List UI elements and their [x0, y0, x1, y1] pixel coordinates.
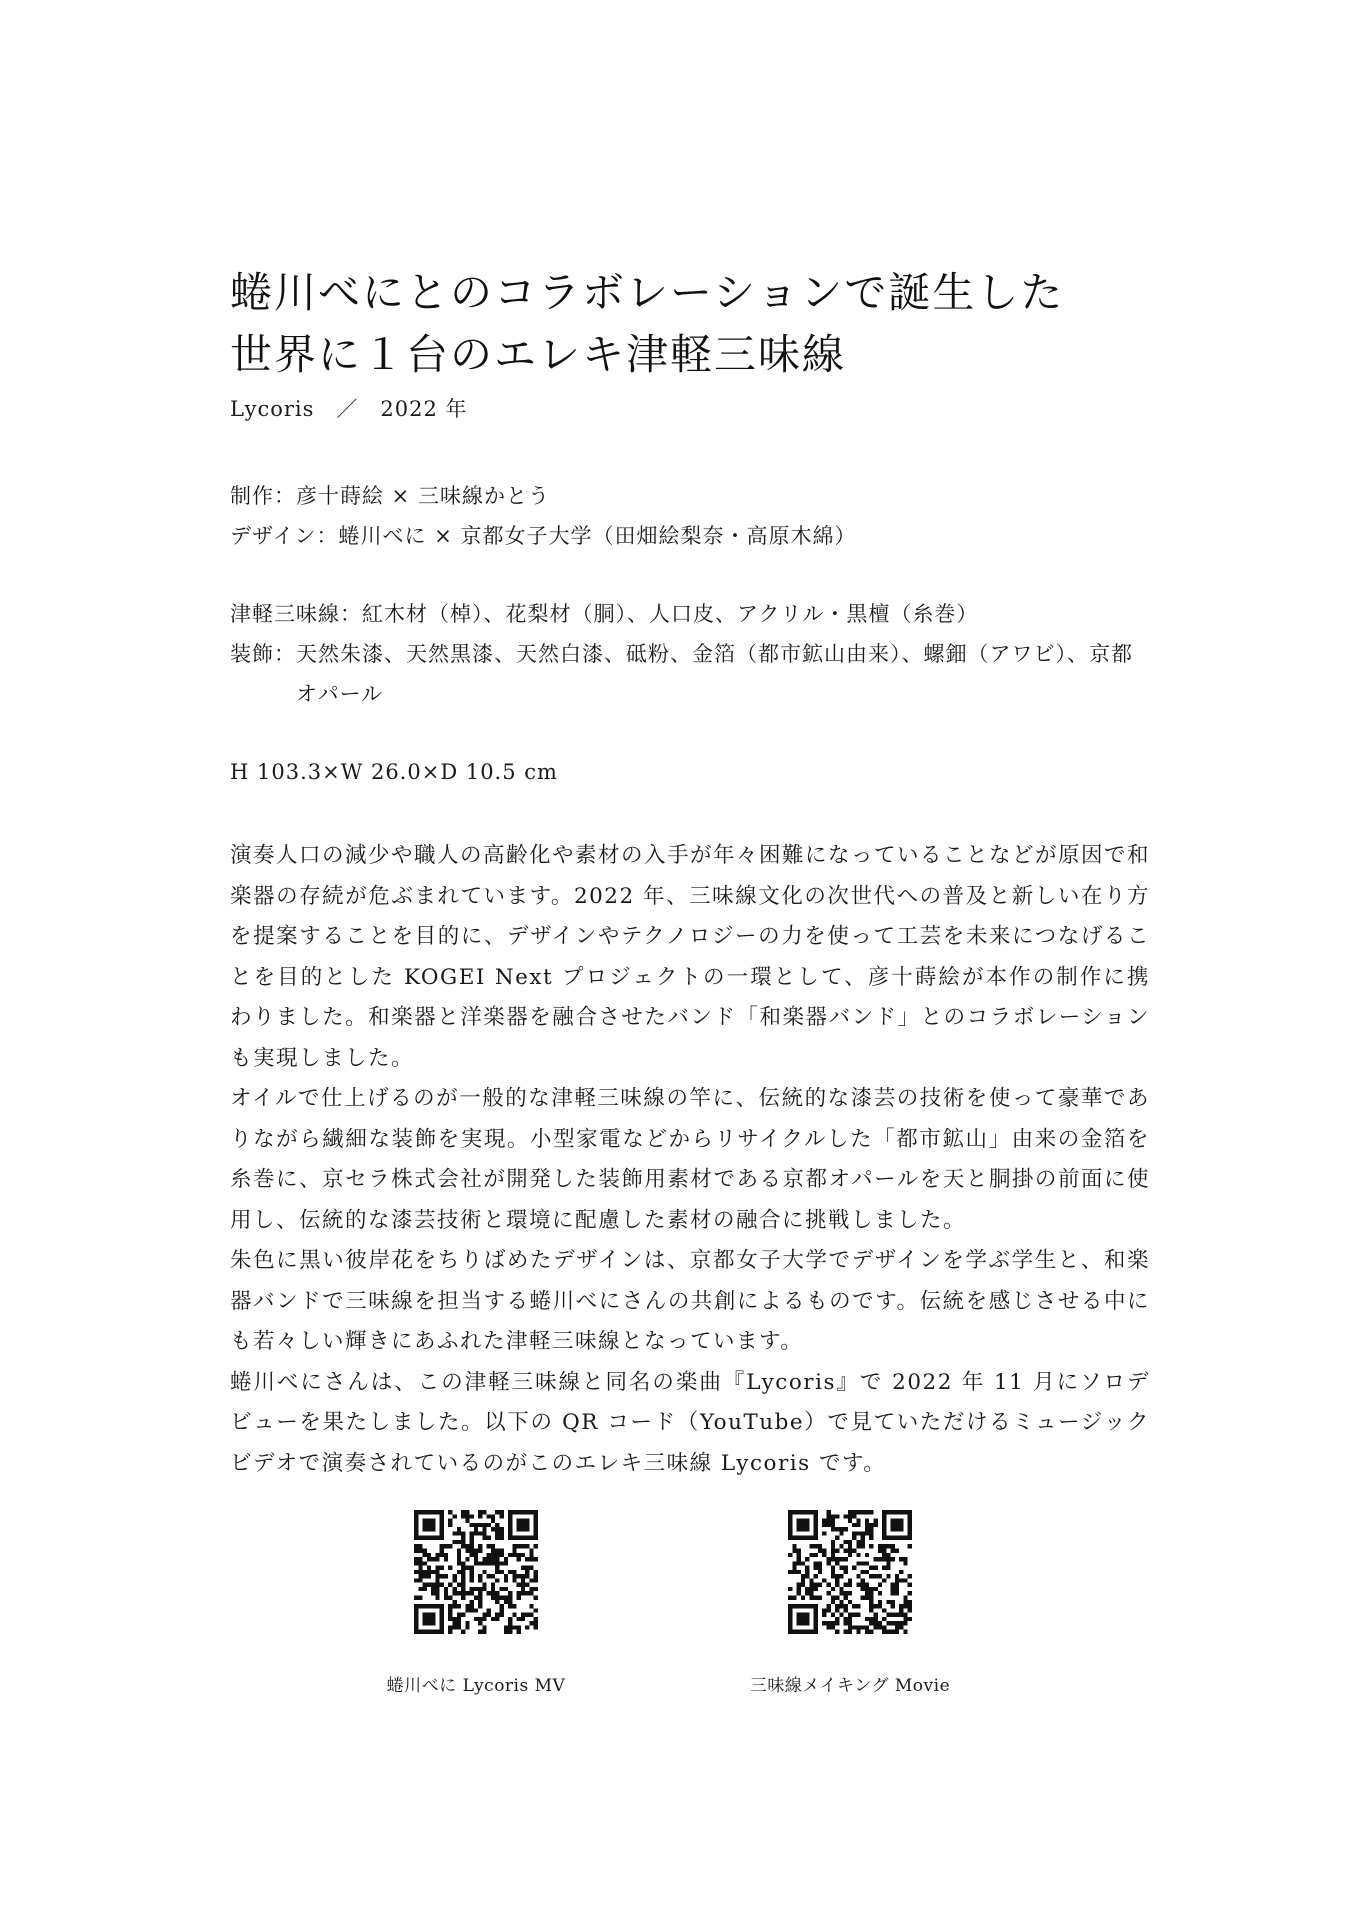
- description-text: [230, 836, 1150, 1484]
- qr-code-icon[interactable]: [788, 1510, 912, 1634]
- title-line-2: 世界に１台のエレキ津軽三味線: [230, 330, 847, 379]
- subtitle: Lycoris ／ 2022 年: [230, 397, 468, 421]
- decoration-materials-label: 装飾：: [230, 642, 296, 666]
- qr-caption-making: 三味線メイキング Movie: [749, 1676, 951, 1696]
- credits-block: [230, 476, 1150, 556]
- qr-item-mv: [346, 1510, 606, 1698]
- qr-item-making: [720, 1510, 980, 1698]
- description-paragraph-4: 蜷川べにさんは、この津軽三味線と同名の楽曲『Lycoris』で 2022 年 11 月にソロデビューを果たしました。以下の QR コード（YouTube）で見ていただけるミュージックビデオで演奏されているのがこのエレキ三味線 Lycoris です。: [230, 1369, 1150, 1476]
- production-credit: 制作：彦十蒔絵 × 三味線かとう: [230, 484, 550, 508]
- description-paragraph-1: 演奏人口の減少や職人の高齢化や素材の入手が年々困難になっていることなどが原因で和楽器の存続が危ぶまれています。2022 年、三味線文化の次世代への普及と新しい在り方を提案することを目的に、デザインやテクノロジーの力を使って工芸を未来につなげることを目的とした KOGEI Next プロジェクトの一環として、彦十蒔絵が本作の制作に携わりました。和楽器と洋楽器を融合させたバンド「和楽器バンド」とのコラボレーションも実現しました。: [230, 843, 1151, 1071]
- title-line-1: 蜷川べにとのコラボレーションで誕生した: [230, 268, 1065, 317]
- design-credit: デザイン：蜷川べに × 京都女子大学（田畑絵梨奈・高原木綿）: [230, 524, 857, 548]
- description-paragraph-2: オイルで仕上げるのが一般的な津軽三味線の竿に、伝統的な漆芸の技術を使って豪華でありながら繊細な装飾を実現。小型家電などからリサイクルした「都市鉱山」由来の金箔を糸巻に、京セラ株式会社が開発した装飾用素材である京都オパールを天と胴掛の前面に使用し、伝統的な漆芸技術と環境に配慮した素材の融合に挑戦しました。: [230, 1086, 1150, 1233]
- qr-code-icon[interactable]: [414, 1510, 538, 1634]
- shamisen-materials-row: [230, 594, 1150, 634]
- qr-caption-mv: 蜷川べに Lycoris MV: [386, 1676, 566, 1696]
- dimensions: H 103.3×W 26.0×D 10.5 cm: [230, 760, 558, 784]
- page-title: [230, 262, 1150, 386]
- decoration-materials-value: 天然朱漆、天然黒漆、天然白漆、砥粉、金箔（都市鉱山由来）、螺鈿（アワビ）、京都オパール: [296, 642, 1133, 706]
- description-paragraph-3: 朱色に黒い彼岸花をちりばめたデザインは、京都女子大学でデザインを学ぶ学生と、和楽器バンドで三味線を担当する蜷川べにさんの共創によるものです。伝統を感じさせる中にも若々しい輝きにあふれた津軽三味線となっています。: [230, 1248, 1150, 1354]
- content-column: [230, 262, 1150, 1484]
- materials-block: [230, 594, 1150, 714]
- decoration-materials-row: [230, 634, 1150, 714]
- shamisen-materials-label: 津軽三味線：: [230, 602, 362, 626]
- shamisen-materials-value: 紅木材（棹）、花梨材（胴）、人口皮、アクリル・黒檀（糸巻）: [362, 602, 979, 626]
